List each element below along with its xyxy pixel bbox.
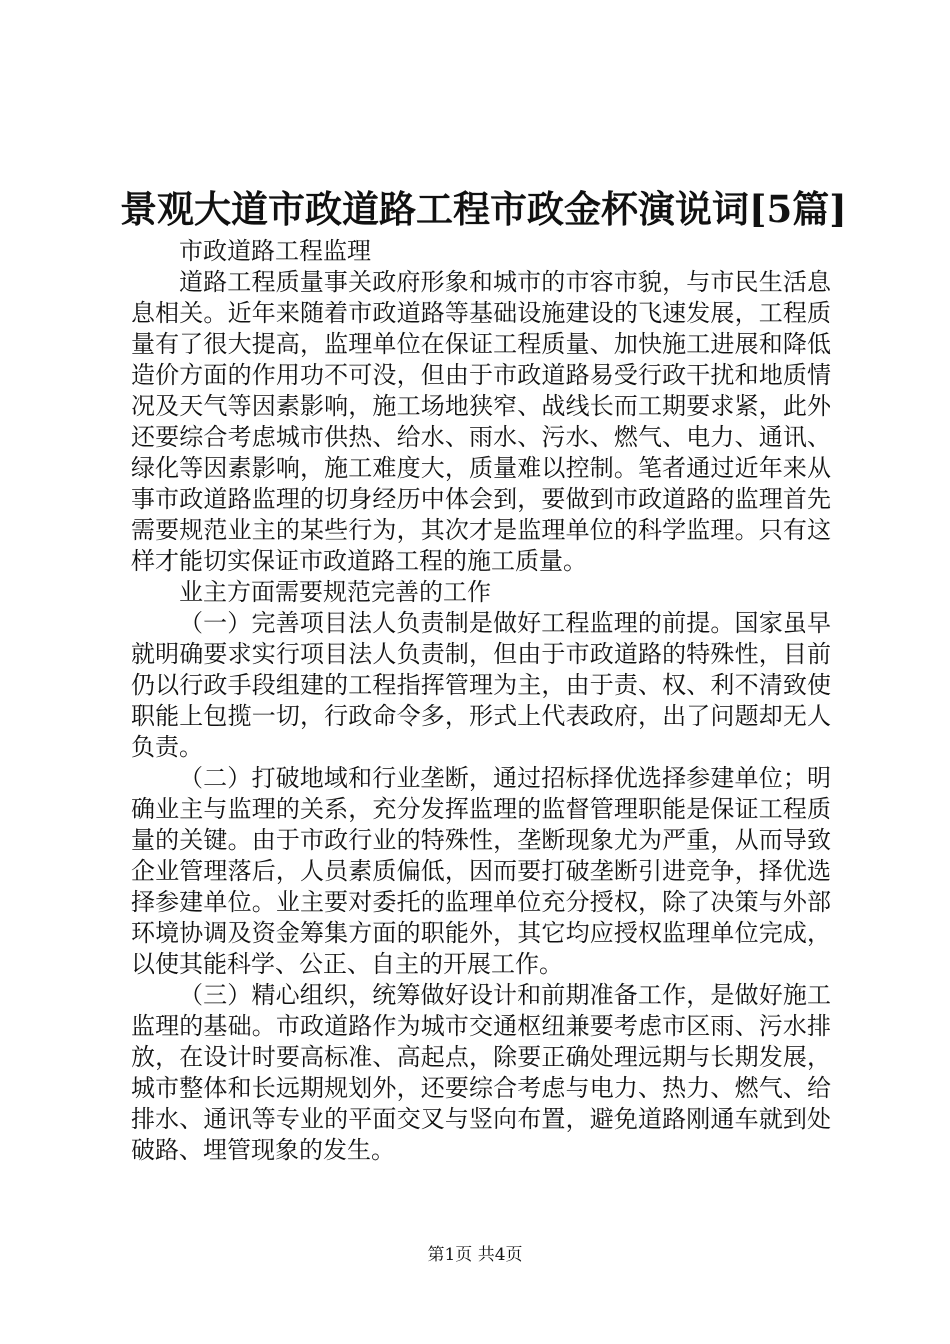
- paragraph-item-3: （三）精心组织，统筹做好设计和前期准备工作，是做好施工监理的基础。市政道路作为城市交通枢纽兼要考虑市区雨、污水排放，在设计时要高标准、高起点，除要正确处理远期与长期发展，城市整体和长远期规划外，还要综合考虑与电力、热力、燃气、给排水、通讯等专业的平面交叉与竖向布置，避免道路刚通车就到处破路、埋管现象的发生。: [131, 981, 831, 1164]
- section-heading-supervision: 市政道路工程监理: [179, 237, 371, 265]
- page-footer: 第1页 共4页: [427, 1245, 523, 1265]
- document-title: 景观大道市政道路工程市政金杯演说词[5篇]: [120, 187, 847, 231]
- paragraph-item-2: （二）打破地域和行业垄断，通过招标择优选择参建单位；明确业主与监理的关系，充分发挥监理的监督管理职能是保证工程质量的关键。由于市政行业的特殊性，垄断现象尤为严重，从而导致企业管理落后，人员素质偏低，因而要打破垄断引进竞争，择优选择参建单位。业主要对委托的监理单位充分授权，除了决策与外部环境协调及资金筹集方面的职能外，其它均应授权监理单位完成，以使其能科学、公正、自主的开展工作。: [131, 764, 831, 978]
- document-body: [131, 236, 831, 1166]
- paragraph-item-1: （一）完善项目法人负责制是做好工程监理的前提。国家虽早就明确要求实行项目法人负责制，但由于市政道路的特殊性，目前仍以行政手段组建的工程指挥管理为主，由于责、权、利不清致使职能上包揽一切，行政命令多，形式上代表政府，出了问题却无人负责。: [131, 609, 831, 761]
- section-heading-owner-work: 业主方面需要规范完善的工作: [179, 578, 491, 606]
- paragraph-intro: 道路工程质量事关政府形象和城市的市容市貌，与市民生活息息相关。近年来随着市政道路等基础设施建设的飞速发展，工程质量有了很大提高，监理单位在保证工程质量、加快施工进展和降低造价方面的作用功不可没，但由于市政道路易受行政干扰和地质情况及天气等因素影响，施工场地狭窄、战线长而工期要求紧，此外还要综合考虑城市供热、给水、雨水、污水、燃气、电力、通讯、绿化等因素影响，施工难度大，质量难以控制。笔者通过近年来从事市政道路监理的切身经历中体会到，要做到市政道路的监理首先需要规范业主的某些行为，其次才是监理单位的科学监理。只有这样才能切实保证市政道路工程的施工质量。: [131, 268, 831, 575]
